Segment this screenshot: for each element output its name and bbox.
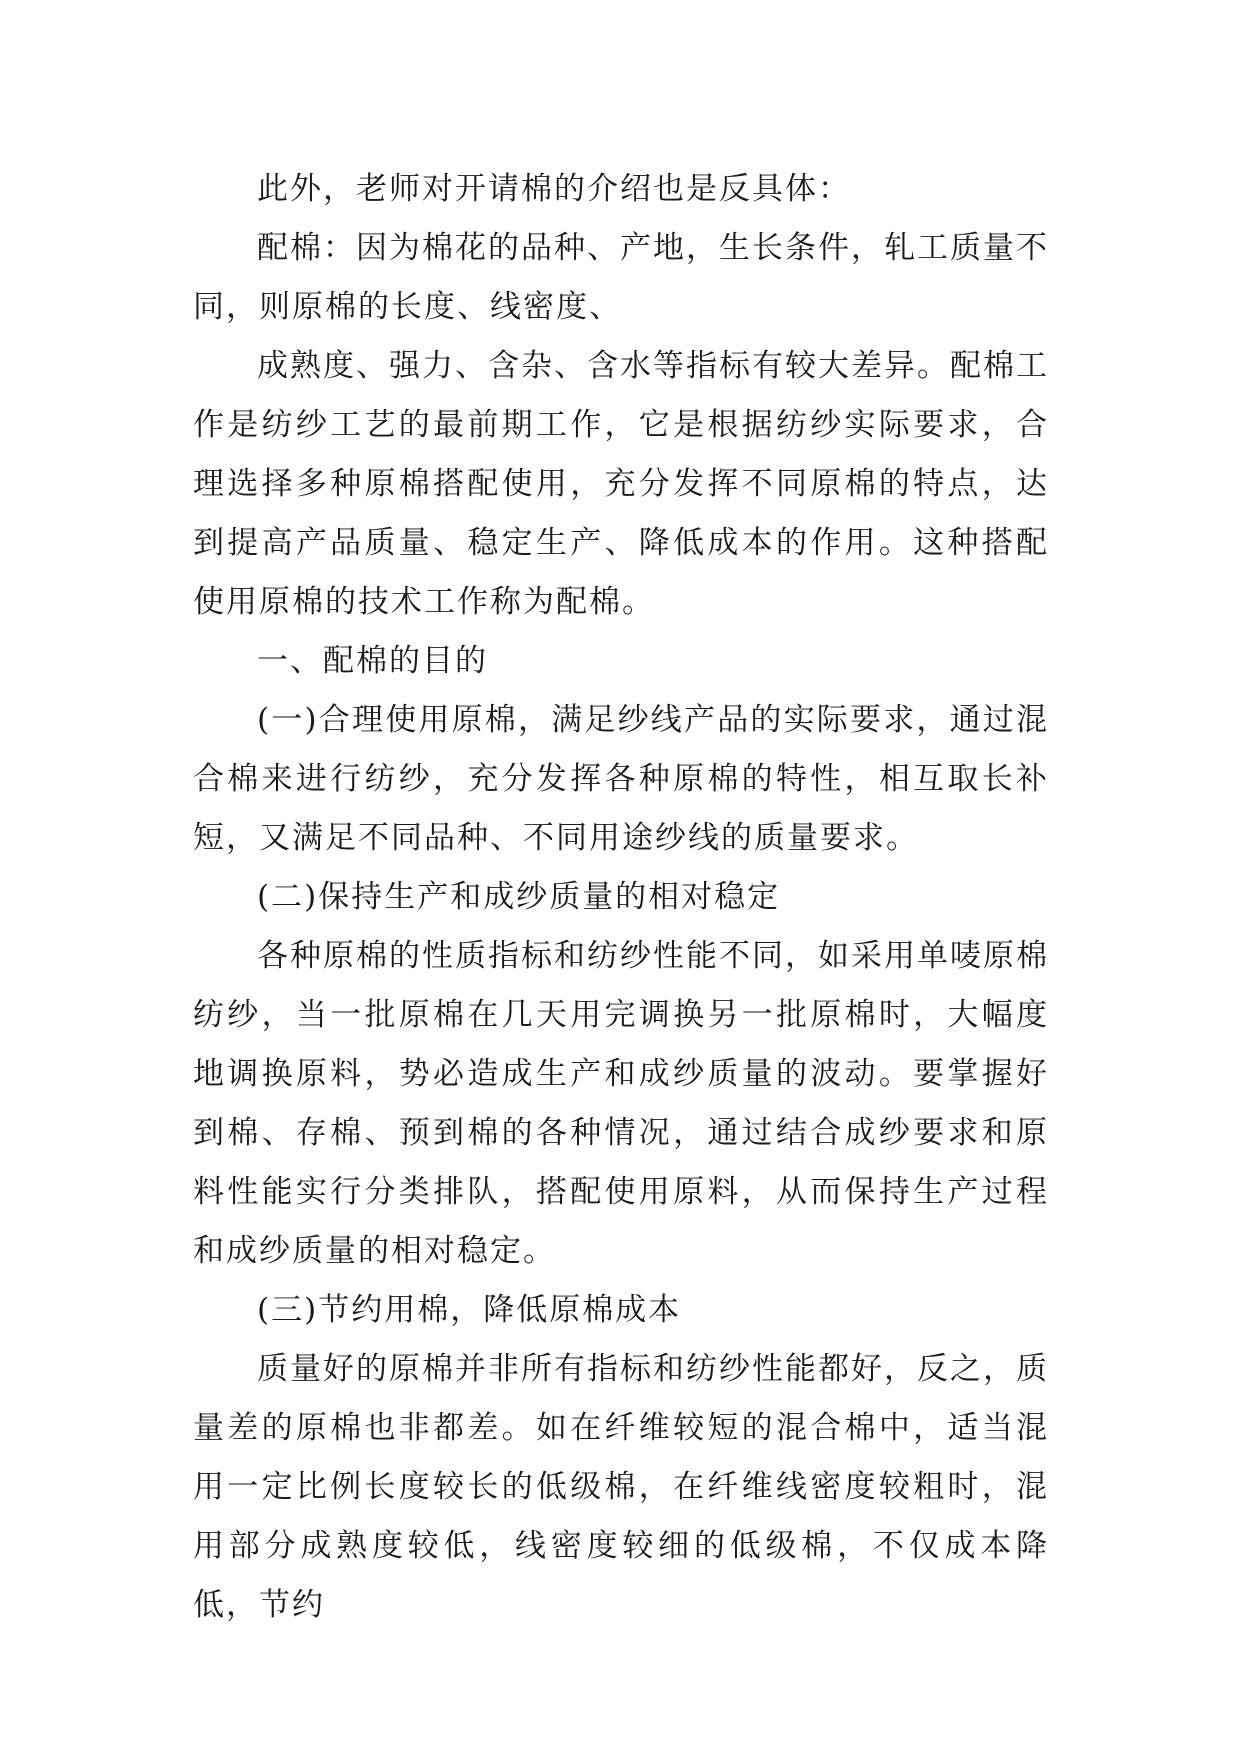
paragraph-peimian-definition: 配棉：因为棉花的品种、产地，生长条件，轧工质量不同，则原棉的长度、线密度、	[193, 230, 1049, 325]
paragraph-purpose-1: (一)合理使用原棉，满足纱线产品的实际要求，通过混合棉来进行纺纱，充分发挥各种原棉的特性，相互取长补短，又满足不同品种、不同用途纱线的质量要求。	[193, 702, 1049, 856]
paragraph-purpose-2-body: 各种原棉的性质指标和纺纱性能不同，如采用单唛原棉纺纱，当一批原棉在几天用完调换另一批原棉时，大幅度地调换原料，势必造成生产和成纱质量的波动。要掌握好到棉、存棉、预到棉的各种情况，通过结合成纱要求和原料性能实行分类排队，搭配使用原料，从而保持生产过程和成纱质量的相对稳定。	[193, 938, 1049, 1269]
section-heading-purpose: 一、配棉的目的	[257, 643, 488, 679]
paragraph-purpose-3-body: 质量好的原棉并非所有指标和纺纱性能都好，反之，质量差的原棉也非都差。如在纤维较短的混合棉中，适当混用一定比例长度较长的低级棉，在纤维线密度较粗时，混用部分成熟度较低，线密度较细的低级棉，不仅成本降低，节约	[193, 1351, 1049, 1623]
subheading-purpose-3: (三)节约用棉，降低原棉成本	[257, 1292, 682, 1328]
paragraph-peimian-description: 成熟度、强力、含杂、含水等指标有较大差异。配棉工作是纺纱工艺的最前期工作，它是根据纺纱实际要求，合理选择多种原棉搭配使用，充分发挥不同原棉的特点，达到提高产品质量、稳定生产、降低成本的作用。这种搭配使用原棉的技术工作称为配棉。	[193, 348, 1049, 620]
document-body	[193, 160, 1049, 1635]
subheading-purpose-2: (二)保持生产和成纱质量的相对稳定	[257, 879, 781, 915]
paragraph-intro: 此外，老师对开请棉的介绍也是反具体：	[257, 171, 851, 207]
